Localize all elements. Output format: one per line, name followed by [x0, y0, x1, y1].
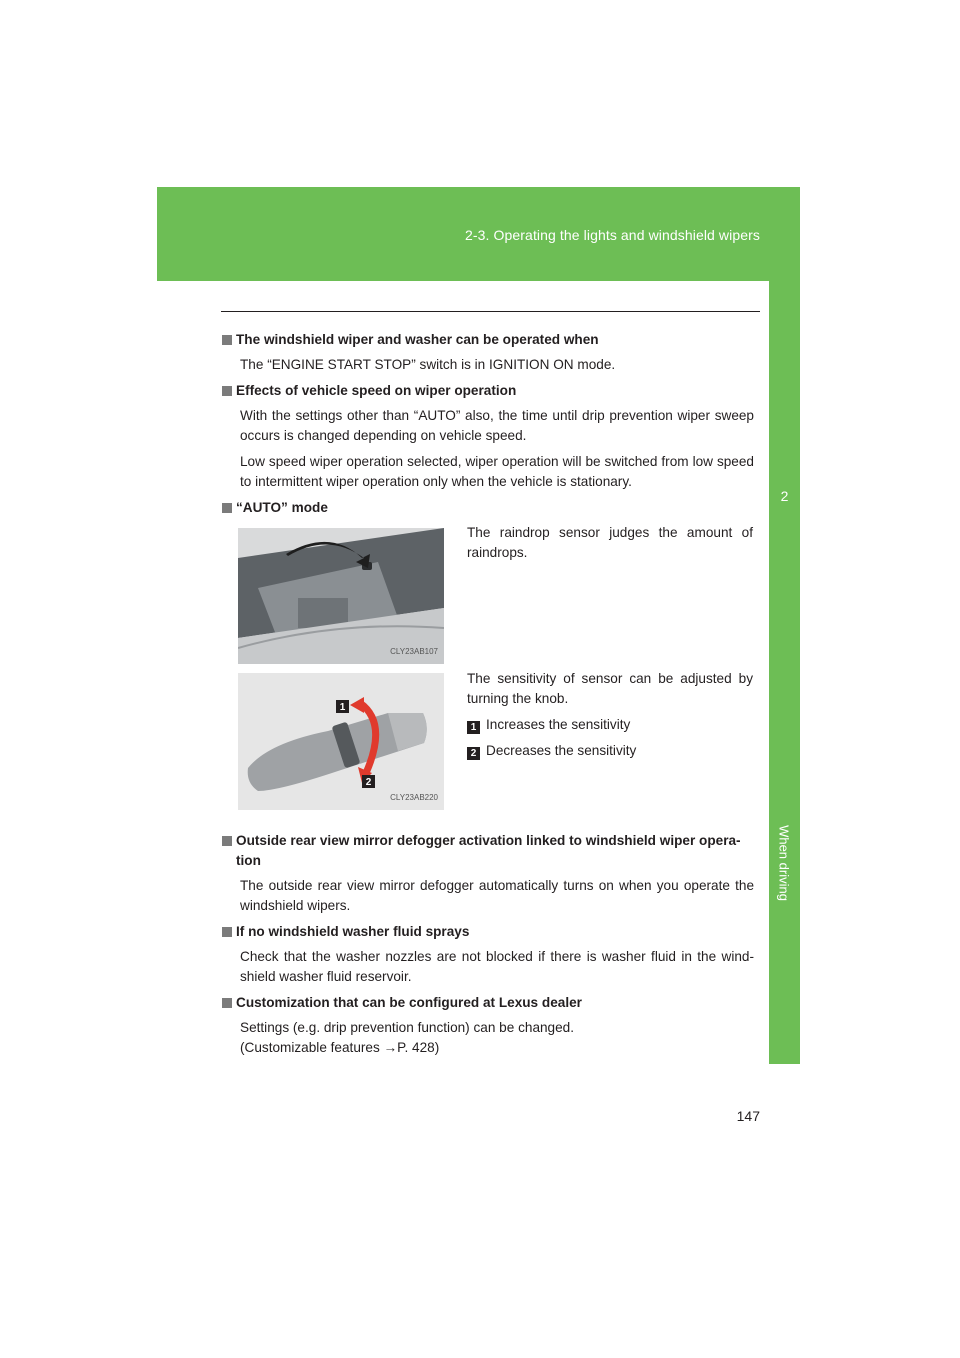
page-content [221, 330, 754, 1064]
section-heading: Effects of vehicle speed on wiper operation [221, 381, 754, 401]
page-number: 147 [736, 1108, 760, 1124]
section-heading: Outside rear view mirror defogger activation linked to windshield wiper opera-tion [221, 831, 754, 871]
chapter-side-tab [769, 281, 800, 1064]
section-body: (Customizable features →P. 428) [240, 1040, 440, 1055]
section-body: The “ENGINE START STOP” switch is in IGNITION ON mode. [240, 357, 616, 372]
figure-caption: The raindrop sensor judges the amount of raindrops. [467, 525, 753, 560]
number-badge: 1 [467, 721, 480, 734]
section-heading: The windshield wiper and washer can be operated when [221, 330, 754, 350]
figure-code: CLY23AB107 [390, 647, 438, 656]
chapter-number: 2 [780, 488, 789, 504]
chapter-label: When driving [776, 825, 792, 901]
auto-mode-figures [238, 523, 754, 831]
bullet-square-icon [222, 335, 232, 345]
legend-item: 2 Decreases the sensitivity [467, 741, 753, 761]
top-rule [221, 311, 760, 312]
section-body: Check that the washer nozzles are not blocked if there is washer fluid in the wind-shield washer fluid reservoir. [240, 949, 754, 984]
windshield-sensor-figure [238, 528, 444, 664]
wiper-knob-figure [238, 673, 444, 810]
section-body: Settings (e.g. drip prevention function) can be changed. [240, 1020, 575, 1035]
number-badge: 2 [467, 747, 480, 760]
figure-code: CLY23AB220 [390, 793, 438, 802]
section-body: Low speed wiper operation selected, wiper operation will be switched from low speed to intermittent wiper operation only when the vehicle is stationary. [240, 454, 754, 489]
section-heading: “AUTO” mode [221, 498, 754, 518]
legend-item: 1 Increases the sensitivity [467, 715, 753, 735]
section-body: The outside rear view mirror defogger automatically turns on when you operate the windshield wipers. [240, 878, 754, 913]
bullet-square-icon [222, 836, 232, 846]
bullet-square-icon [222, 927, 232, 937]
section-heading: If no windshield washer fluid sprays [221, 922, 754, 942]
bullet-square-icon [222, 998, 232, 1008]
chapter-header [157, 187, 800, 281]
bullet-square-icon [222, 503, 232, 513]
svg-text:2: 2 [365, 777, 372, 788]
figure-caption: The sensitivity of sensor can be adjusted by turning the knob. 1 Increases the sensitivity 2 Decreases the sensitivity [467, 671, 753, 759]
bullet-square-icon [222, 386, 232, 396]
chapter-title: 2-3. Operating the lights and windshield wipers [465, 227, 760, 243]
svg-text:1: 1 [339, 702, 346, 713]
section-body: With the settings other than “AUTO” also, the time until drip prevention wiper sweep occurs is changed depending on vehicle speed. [240, 408, 754, 443]
section-heading: Customization that can be configured at Lexus dealer [221, 993, 754, 1013]
